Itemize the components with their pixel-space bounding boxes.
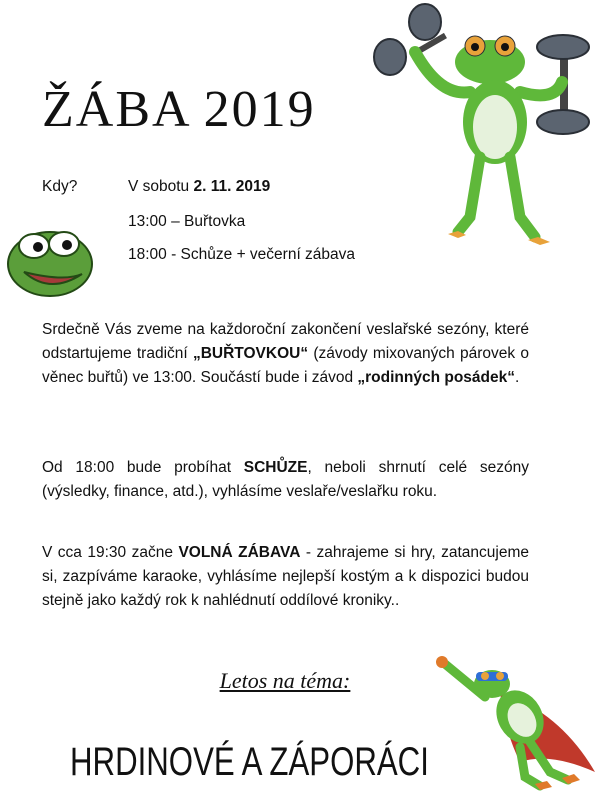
schedule-item-2: 18:00 - Schůze + večerní zábava <box>128 246 356 263</box>
superhero-frog-illustration <box>430 652 600 792</box>
event-date <box>128 178 270 196</box>
theme-title: HRDINOVÉ A ZÁPORÁCI <box>70 740 429 784</box>
date-value: 2. 11. 2019 <box>193 178 271 195</box>
theme-label: Letos na téma: <box>219 668 351 693</box>
paragraph-invitation: Srdečně Vás zveme na každoroční zakončení veslařské sezóny, které odstartujeme tradiční „BUŘTOVKOU“ (závody mixovaných párovek o věnec buřtů) ve 13:00. Součástí bude i závod „rodinných posádek“. <box>42 321 529 386</box>
schedule-item-1: 13:00 – Buřtovka <box>128 213 246 230</box>
date-prefix: V sobotu <box>128 178 190 195</box>
family-crews-emphasis: „rodinných posádek“ <box>357 369 515 386</box>
page-title: ŽÁBA 2019 <box>42 81 316 138</box>
meeting-emphasis: SCHŮZE <box>243 459 308 476</box>
when-label: Kdy? <box>42 178 78 195</box>
frog-weightlifter-illustration <box>370 2 602 252</box>
party-emphasis: VOLNÁ ZÁBAVA <box>178 544 301 561</box>
paragraph-meeting: Od 18:00 bude probíhat SCHŮZE, neboli shrnutí celé sezóny (výsledky, finance, atd.), vyhlásíme veslaře/veslařku roku. <box>42 459 529 500</box>
burtovka-emphasis: „BUŘTOVKOU“ <box>192 345 309 362</box>
pepe-frog-face-illustration <box>4 220 96 300</box>
paragraph-party: V cca 19:30 začne VOLNÁ ZÁBAVA - zahrajeme si hry, zatancujeme si, zazpíváme karaoke, vyhlásíme nejlepší kostým a k dispozici budou stejně jako každý rok k nahlédnutí oddílové kroniky.. <box>42 544 530 609</box>
